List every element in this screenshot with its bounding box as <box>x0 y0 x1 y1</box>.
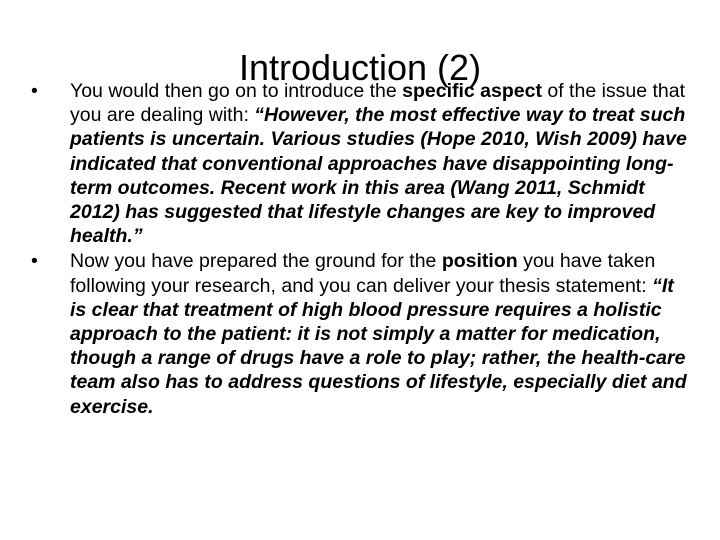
bullet-quote: “However, the most effective way to treat such patients is uncertain. Various studies (Hope 2010, Wish 2009) have indicated that conventional approaches have disappointing long-term outcomes. Recent work in this area (Wang 2011, Schmidt 2012) has suggested that lifestyle changes are key to improved health.” <box>70 104 687 248</box>
bullet-emphasis: specific aspect <box>402 80 542 102</box>
bullet-dot: • <box>31 80 38 102</box>
bullet-quote: “It is clear that treatment of high blood pressure requires a holistic approach to the patient: it is not simply a matter for medication, though a range of drugs have a role to play; rather, the health-care team also has to address questions of lifestyle, especially diet and exercise. <box>70 274 687 418</box>
bullet-text-segment: you have taken following your research, and you can deliver your thesis statement: <box>70 250 656 297</box>
bullet-dot: • <box>31 250 38 273</box>
slide-title: Introduction (2) <box>238 47 482 88</box>
bullet-emphasis: position <box>441 250 518 273</box>
bullet-text-segment: of the issue that you are dealing with: <box>70 80 686 127</box>
bullet-list <box>28 79 692 420</box>
bullet-text-segment: You would then go on to introduce the <box>70 80 403 102</box>
bullet-text-segment: Now you have prepared the ground for the <box>70 250 442 273</box>
bullet-item <box>28 249 692 418</box>
bullet-text <box>70 80 687 247</box>
bullet-item <box>28 79 692 248</box>
bullet-text <box>70 250 687 417</box>
